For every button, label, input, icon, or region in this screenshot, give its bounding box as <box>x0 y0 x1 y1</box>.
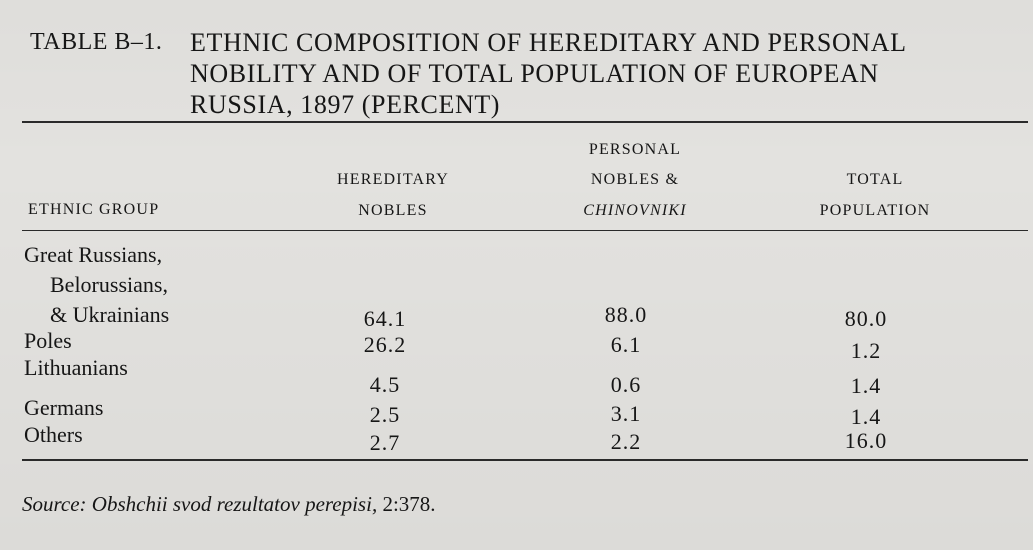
table-label: TABLE B–1. <box>30 29 163 55</box>
row-label: Germans <box>24 395 104 420</box>
bottom-rule <box>22 459 1028 461</box>
cell-hereditary: 4.5 <box>369 372 401 397</box>
row-label: Others <box>24 422 83 447</box>
cell-total: 16.0 <box>844 428 888 453</box>
table-title-line: ETHNIC COMPOSITION OF HEREDITARY AND PERSONAL <box>190 28 907 57</box>
header-personal-line1: PERSONAL <box>588 141 682 158</box>
header-personal-line3: CHINOVNIKI <box>583 202 687 219</box>
source-prefix: Source: <box>22 492 87 516</box>
header-ethnic-group: ETHNIC GROUP <box>28 201 160 218</box>
source-ref: 2:378. <box>382 492 436 516</box>
cell-total: 1.4 <box>850 404 882 429</box>
cell-total: 1.2 <box>850 338 882 363</box>
cell-total: 1.4 <box>850 373 882 398</box>
cell-hereditary: 64.1 <box>363 306 407 331</box>
cell-total: 80.0 <box>844 306 888 331</box>
table-title <box>190 27 1010 120</box>
cell-personal: 0.6 <box>610 372 642 397</box>
table-title-line: NOBILITY AND OF TOTAL POPULATION OF EUROPEAN <box>190 59 879 88</box>
source-title: Obshchii svod rezultatov perepisi, <box>91 492 378 516</box>
header-hereditary-line2: NOBLES <box>358 202 428 219</box>
row-label: Great Russians, <box>24 242 163 267</box>
top-rule <box>22 121 1028 123</box>
cell-hereditary: 2.7 <box>369 430 401 455</box>
header-total-line1: TOTAL <box>846 171 904 188</box>
cell-hereditary: 26.2 <box>363 332 407 357</box>
source-note <box>22 492 436 517</box>
header-rule <box>22 230 1028 231</box>
header-hereditary-line1: HEREDITARY <box>336 171 450 188</box>
cell-personal: 2.2 <box>610 429 642 454</box>
cell-personal: 88.0 <box>604 302 648 327</box>
row-label: & Ukrainians <box>50 302 170 327</box>
row-label: Poles <box>24 328 72 353</box>
table-title-line: RUSSIA, 1897 (PERCENT) <box>190 90 501 119</box>
header-total-line2: POPULATION <box>819 202 931 219</box>
header-personal-line2: NOBLES & <box>590 171 680 188</box>
cell-personal: 6.1 <box>610 332 642 357</box>
row-label: Belorussians, <box>50 272 168 297</box>
cell-hereditary: 2.5 <box>369 402 401 427</box>
row-label: Lithuanians <box>24 355 128 380</box>
cell-personal: 3.1 <box>610 401 642 426</box>
